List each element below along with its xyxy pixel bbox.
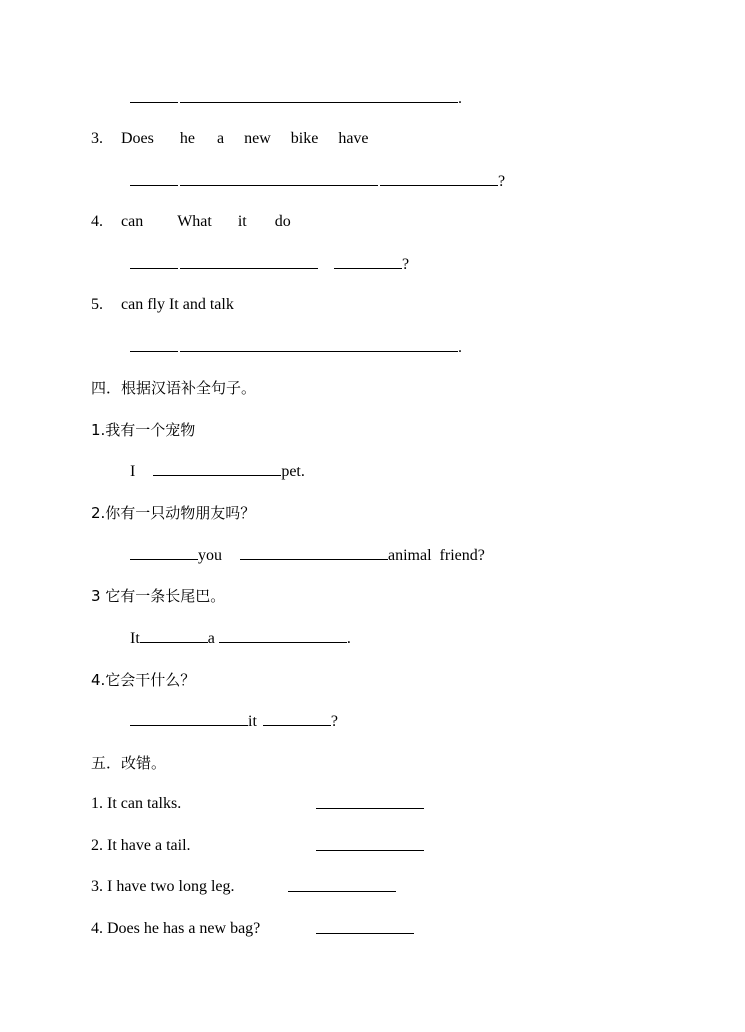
- correction-item-2: [91, 836, 191, 856]
- reorder-item-4: [91, 212, 291, 232]
- correction-item-1: [91, 794, 181, 814]
- answer-end-punct: .: [458, 90, 462, 107]
- wrong-sentence: 4. Does he has a new bag?: [91, 920, 261, 937]
- given-word: you: [198, 547, 222, 564]
- given-word: It: [130, 630, 140, 647]
- section-4-prompt-3: 3 它有一条长尾巴。: [91, 587, 226, 605]
- scrambled-word: he: [179, 130, 195, 147]
- scrambled-word: have: [338, 130, 369, 147]
- answer-blank[interactable]: [180, 88, 458, 103]
- correction-blank-row-2: [316, 836, 424, 857]
- answer-line-2: [130, 88, 462, 109]
- correction-blank[interactable]: [288, 877, 396, 892]
- answer-blank[interactable]: [130, 254, 178, 269]
- given-word: ?: [330, 713, 338, 730]
- section-4-prompt-4: 4.它会干什么？: [91, 671, 196, 689]
- answer-blank[interactable]: [180, 171, 378, 186]
- section-5-heading: 五．改错。: [91, 754, 167, 772]
- given-word: it: [248, 713, 257, 730]
- answer-blank[interactable]: [180, 254, 318, 269]
- item-number: 3.: [91, 130, 103, 147]
- correction-item-3: [91, 877, 235, 897]
- answer-blank[interactable]: [130, 171, 178, 186]
- scrambled-word: Does: [121, 130, 154, 147]
- answer-blank[interactable]: [334, 254, 402, 269]
- correction-blank-row-4: [316, 919, 414, 940]
- section-4-answer-3: [130, 628, 351, 649]
- answer-line-3: [130, 171, 505, 192]
- answer-blank[interactable]: [140, 628, 208, 643]
- reorder-item-3: [91, 129, 369, 149]
- wrong-sentence: 3. I have two long leg.: [91, 878, 235, 895]
- answer-end-punct: .: [458, 339, 462, 356]
- section-4-answer-2: [130, 545, 485, 566]
- answer-line-4: [130, 254, 409, 275]
- wrong-sentence: 1. It can talks.: [91, 795, 182, 812]
- answer-blank[interactable]: [153, 461, 281, 476]
- answer-blank[interactable]: [130, 545, 198, 560]
- correction-blank-row-3: [288, 877, 396, 898]
- section-4-answer-4: [130, 711, 338, 732]
- answer-blank[interactable]: [130, 337, 178, 352]
- section-4-heading: 四．根据汉语补全句子。: [91, 379, 257, 397]
- answer-end-punct: ?: [498, 173, 506, 190]
- correction-item-4: [91, 919, 260, 939]
- correction-blank[interactable]: [316, 919, 414, 934]
- scrambled-word: bike: [290, 130, 319, 147]
- wrong-sentence: 2. It have a tail.: [91, 837, 191, 854]
- given-word: I: [130, 463, 136, 480]
- scrambled-word: it: [237, 213, 247, 230]
- section-4-prompt-1: 1.我有一个宠物: [91, 421, 196, 439]
- section-4-answer-1: [130, 461, 305, 482]
- answer-blank[interactable]: [380, 171, 498, 186]
- item-number: 5.: [91, 296, 103, 313]
- given-word: pet.: [281, 463, 305, 480]
- given-word: a: [207, 630, 215, 647]
- answer-end-punct: ?: [402, 256, 410, 273]
- reorder-item-5: [91, 295, 234, 315]
- answer-blank[interactable]: [219, 628, 347, 643]
- correction-blank[interactable]: [316, 794, 424, 809]
- scrambled-word: do: [274, 213, 291, 230]
- answer-blank[interactable]: [130, 711, 248, 726]
- given-word: .: [346, 630, 351, 647]
- answer-blank[interactable]: [180, 337, 458, 352]
- correction-blank-row-1: [316, 794, 424, 815]
- correction-blank[interactable]: [316, 836, 424, 851]
- section-4-prompt-2: 2.你有一只动物朋友吗？: [91, 504, 256, 522]
- item-number: 4.: [91, 213, 103, 230]
- answer-blank[interactable]: [130, 88, 178, 103]
- given-word: animal friend?: [388, 547, 485, 564]
- scrambled-word: a: [217, 130, 225, 147]
- scrambled-word: new: [244, 130, 271, 147]
- scrambled-word: What: [177, 213, 212, 230]
- scrambled-word: can: [121, 213, 144, 230]
- scrambled-words: can fly It and talk: [121, 296, 234, 313]
- answer-blank[interactable]: [263, 711, 331, 726]
- answer-line-5: [130, 337, 462, 358]
- answer-blank[interactable]: [240, 545, 388, 560]
